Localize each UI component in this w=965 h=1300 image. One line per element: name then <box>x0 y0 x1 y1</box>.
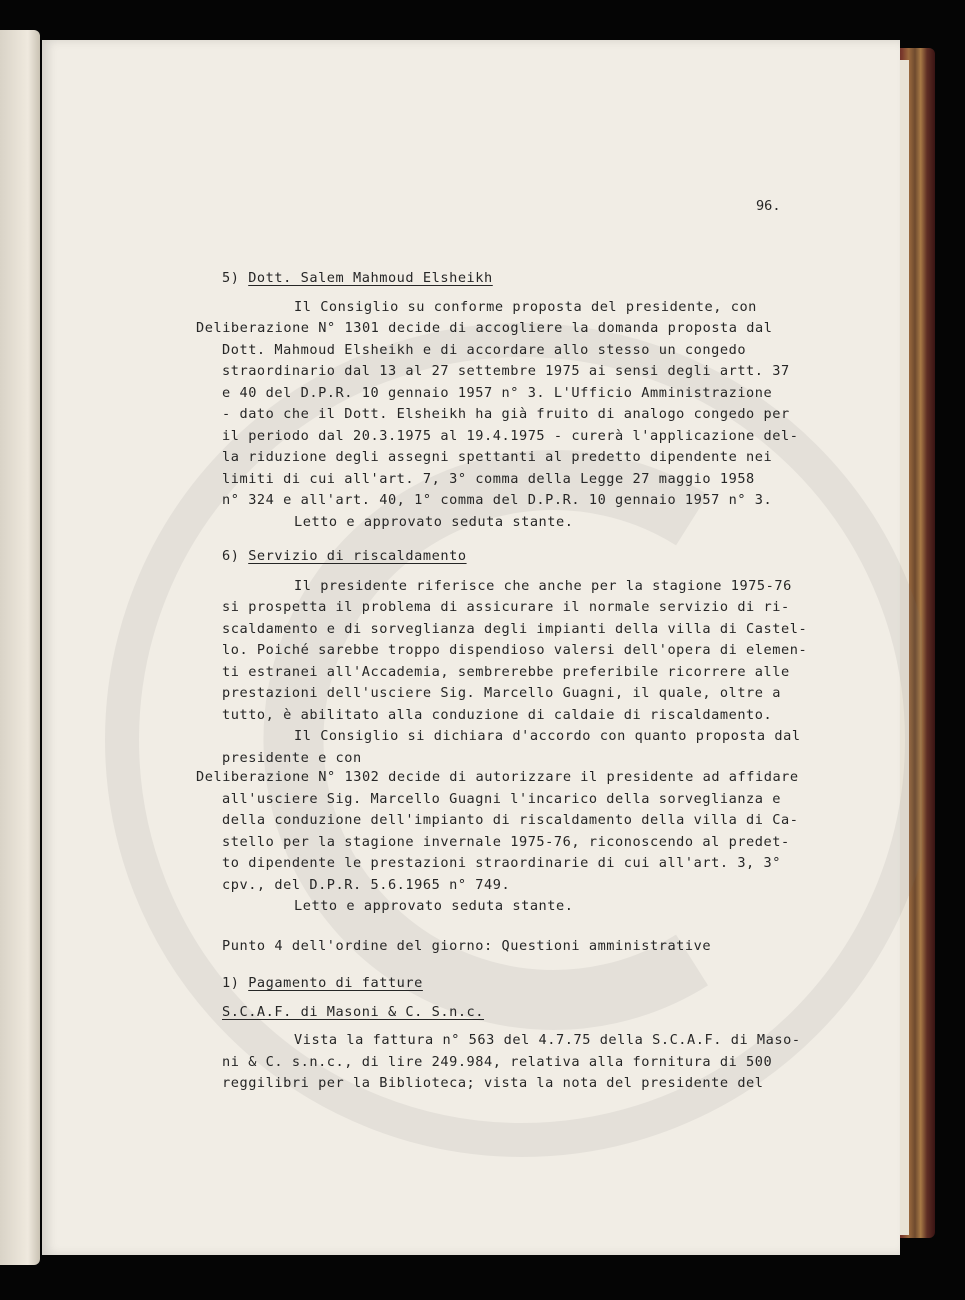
text-line <box>222 1052 772 1073</box>
section-heading: Pagamento di fatture <box>248 975 423 991</box>
line-text: reggilibri per la Biblioteca; vista la nota del presidente del <box>222 1075 764 1091</box>
text-line <box>196 767 799 788</box>
line-text: Letto e approvato seduta stante. <box>294 898 574 914</box>
text-line <box>222 810 798 831</box>
line-text: tutto, è abilitato alla conduzione di caldaie di riscaldamento. <box>222 707 773 723</box>
line-text: Punto 4 dell'ordine del giorno: Questioni amministrative <box>222 938 712 954</box>
text-line <box>222 683 781 704</box>
text-line <box>222 490 772 511</box>
line-text: straordinario dal 13 al 27 settembre 1975 ai sensi degli artt. 37 <box>222 363 790 379</box>
text-line <box>222 268 493 289</box>
line-text: Vista la fattura n° 563 del 4.7.75 della S.C.A.F. di Maso- <box>294 1032 801 1048</box>
text-line <box>222 662 790 683</box>
line-text: limiti di cui all'art. 7, 3° comma della Legge 27 maggio 1958 <box>222 471 755 487</box>
line-text: Deliberazione N° 1302 decide di autorizzare il presidente ad affidare <box>196 769 799 785</box>
line-text: prestazioni dell'usciere Sig. Marcello Guagni, il quale, oltre a <box>222 685 781 701</box>
line-text: Deliberazione N° 1301 decide di accogliere la domanda proposta dal <box>196 320 773 336</box>
line-text: il periodo dal 20.3.1975 al 19.4.1975 - curerà l'applicazione del- <box>222 428 799 444</box>
text-line <box>294 512 574 533</box>
text-line <box>222 404 790 425</box>
section-heading: Servizio di riscaldamento <box>248 548 467 564</box>
line-text: n° 324 e all'art. 40, 1° comma del D.P.R. 10 gennaio 1957 n° 3. <box>222 492 773 508</box>
text-line <box>222 447 772 468</box>
line-text: Dott. Mahmoud Elsheikh e di accordare allo stesso un congedo <box>222 342 747 358</box>
line-text: lo. Poiché sarebbe troppo dispendioso valersi dell'opera di elemen- <box>222 642 808 658</box>
line-text: ni & C. s.n.c., di lire 249.984, relativa alla fornitura di 500 <box>222 1054 773 1070</box>
line-text: Il presidente riferisce che anche per la stagione 1975-76 <box>294 578 792 594</box>
line-text: della conduzione dell'impianto di riscaldamento della villa di Ca- <box>222 812 799 828</box>
text-line <box>222 1002 484 1023</box>
text-line <box>222 597 790 618</box>
text-line <box>222 469 755 490</box>
left-page-edge <box>0 30 40 1265</box>
line-text: e 40 del D.P.R. 10 gennaio 1957 n° 3. L'Ufficio Amministrazione <box>222 385 773 401</box>
line-text: cpv., del D.P.R. 5.6.1965 n° 749. <box>222 877 511 893</box>
text-line <box>222 875 510 896</box>
line-text: Il Consiglio si dichiara d'accordo con quanto proposta dal <box>294 728 801 744</box>
text-line <box>222 1073 764 1094</box>
line-text: la riduzione degli assegni spettanti al predetto dipendente nei <box>222 449 773 465</box>
section-heading: S.C.A.F. di Masoni & C. S.n.c. <box>222 1004 485 1020</box>
text-line <box>222 619 807 640</box>
text-line <box>222 640 807 661</box>
line-text: 6) <box>222 548 249 564</box>
line-text: scaldamento e di sorveglianza degli impianti della villa di Castel- <box>222 621 808 637</box>
text-line <box>294 297 757 318</box>
text-line <box>222 426 798 447</box>
line-text: 1) <box>222 975 249 991</box>
text-line <box>222 705 772 726</box>
text-line <box>222 361 790 382</box>
text-line <box>222 546 467 567</box>
line-text: Letto e approvato seduta stante. <box>294 514 574 530</box>
text-line <box>222 853 781 874</box>
line-text: to dipendente le prestazioni straordinarie di cui all'art. 3, 3° <box>222 855 781 871</box>
line-text: ti estranei all'Accademia, sembrerebbe preferibile ricorrere alle <box>222 664 790 680</box>
text-line <box>294 1030 801 1051</box>
line-text: stello per la stagione invernale 1975-76, riconoscendo al predet- <box>222 834 790 850</box>
text-line <box>222 973 423 994</box>
text-line <box>196 318 772 339</box>
line-text: - dato che il Dott. Elsheikh ha già fruito di analogo congedo per <box>222 406 790 422</box>
line-text: presidente e con <box>222 750 362 766</box>
line-text: all'usciere Sig. Marcello Guagni l'incarico della sorveglianza e <box>222 791 781 807</box>
text-line <box>222 340 746 361</box>
section-heading: Dott. Salem Mahmoud Elsheikh <box>248 270 493 286</box>
page-number: 96. <box>756 198 781 214</box>
text-line <box>294 726 801 747</box>
text-line <box>222 383 772 404</box>
line-text: 5) <box>222 270 249 286</box>
line-text: Il Consiglio su conforme proposta del presidente, con <box>294 299 757 315</box>
text-line <box>294 896 574 917</box>
text-line <box>222 789 781 810</box>
text-line <box>222 936 711 957</box>
text-line <box>222 832 790 853</box>
line-text: si prospetta il problema di assicurare il normale servizio di ri- <box>222 599 790 615</box>
text-line <box>294 576 792 597</box>
